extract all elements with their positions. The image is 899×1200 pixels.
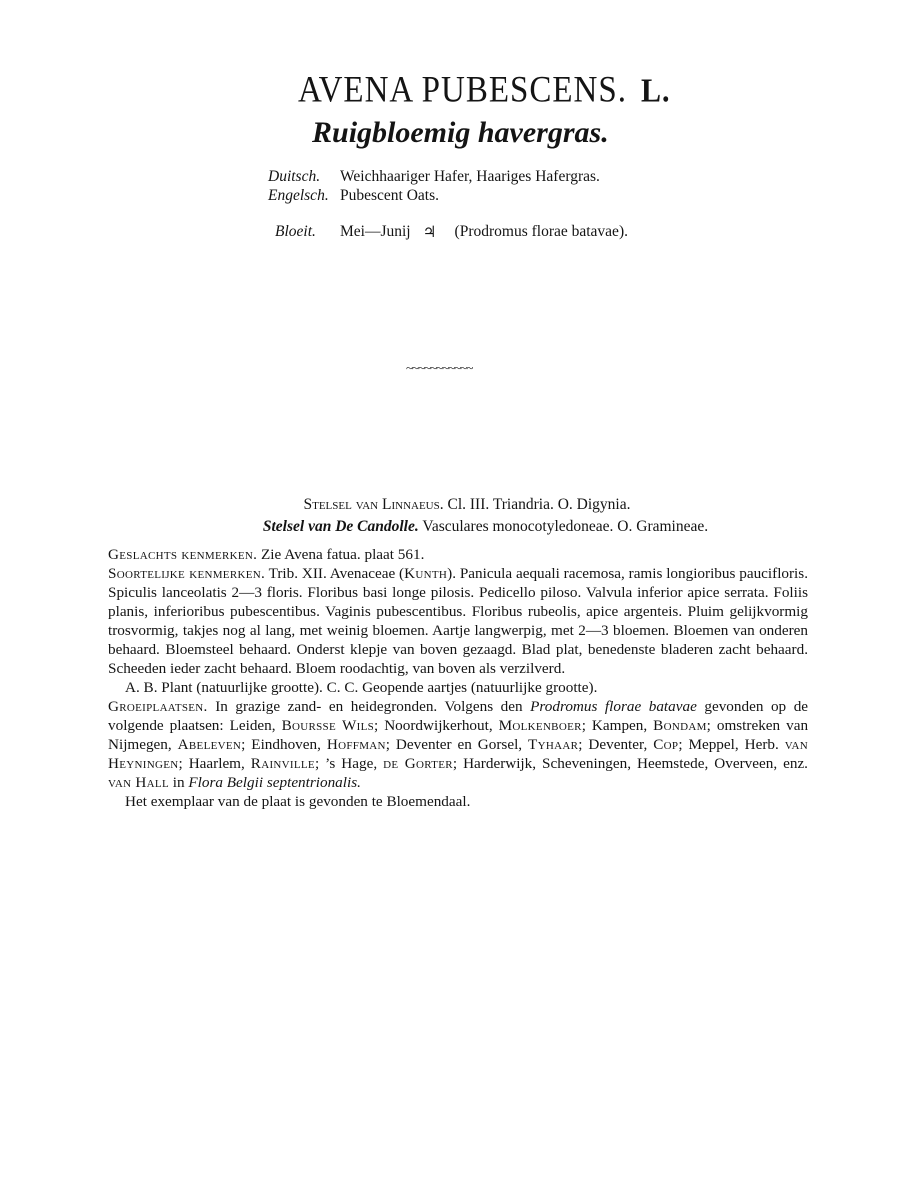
habitats-text: ; Meppel, Herb. xyxy=(678,736,779,753)
collector-name: Boursse Wils xyxy=(281,717,375,734)
description-body xyxy=(108,545,808,811)
work-title: Flora Belgii septentrionalis. xyxy=(188,774,361,791)
flowering-row xyxy=(275,223,628,242)
species-author: L. xyxy=(640,72,671,110)
candolle-value: Vasculares monocotyledoneae. O. Gramineae. xyxy=(422,518,709,535)
habitats-label: Groeiplaatsen. xyxy=(108,698,208,715)
flowering-label: Bloeit. xyxy=(275,223,316,240)
english-name: Pubescent Oats. xyxy=(340,187,440,204)
habitats-text: ; Noordwijkerhout, xyxy=(374,717,493,734)
wave-ornament: ~~~~~~~~~~~ xyxy=(406,360,473,375)
species-title xyxy=(298,70,671,111)
linnaeus-label: Stelsel van Linnaeus. xyxy=(303,496,444,513)
species-latin-name: AVENA PUBESCENS. xyxy=(298,70,627,111)
specimen-note: Het exemplaar van de plaat is gevonden te Bloemendaal. xyxy=(125,793,471,810)
figure-legend: A. B. Plant (natuurlijke grootte). C. C. Geopende aartjes (natuurlijke grootte). xyxy=(125,679,598,696)
species-char-text: ). Panicula aequali racemosa, ramis longioribus paucifloris. Spiculis lanceolatis 2—3 floris. Floribus basi longe pilosis. Pedicello piloso. Valvula inferior apice serrata. Foliis planis, inferioribus pubescentibus. Vaginis pubescentibus. Floribus rubeolis, apice argenteis. Pluim gelijkvormig trosvormig, takjes nog al lang, met weinig bloemen. Aartje langwerpig, met 2—3 bloemen. Bloemen van onderen behaard. Bloemsteel behaard. Onderst klepje van boven gezaagd. Blad plat, benedenste bladeren zacht behaard. Scheeden ieder zacht behaard. Bloem roodachtig, van boven als verzilverd. xyxy=(108,565,808,677)
collector-name: Tyhaar xyxy=(528,736,579,753)
habitats-text: ; Haarlem, xyxy=(178,755,245,772)
perennial-symbol-icon: ♃ xyxy=(422,224,437,241)
species-char-text: Trib. XII. Avenaceae ( xyxy=(268,565,405,582)
german-name: Weichhaariger Hafer, Haariges Hafergras. xyxy=(340,168,600,185)
flowering-period: Mei—Junij xyxy=(340,223,411,240)
linnaeus-value: Cl. III. Triandria. O. Digynia. xyxy=(447,496,631,513)
habitats-text: ; Harderwijk, Scheveningen, Heemstede, Overveen, enz. xyxy=(452,755,808,772)
german-name-row xyxy=(268,167,600,186)
collector-name: van Heyningen xyxy=(108,736,809,772)
habitats xyxy=(108,697,808,792)
species-dutch-name: Ruigbloemig havergras. xyxy=(312,116,609,149)
species-char-label: Soortelijke kenmerken. xyxy=(108,565,266,582)
habitats-text: ; omstreken van Nijmegen, xyxy=(108,717,809,753)
work-title: Prodromus florae batavae xyxy=(530,698,697,715)
genus-characters xyxy=(108,545,808,564)
collector-name: Abeleven xyxy=(177,736,242,753)
collector-name: Cop xyxy=(653,736,679,753)
collector-name: Molkenboer xyxy=(498,717,582,734)
author-kunth: Kunth xyxy=(404,565,448,582)
collector-name: Rainville xyxy=(250,755,315,772)
english-name-row xyxy=(268,186,600,205)
german-label: Duitsch. xyxy=(268,168,321,185)
habitats-text: in xyxy=(172,774,185,791)
habitats-text: ; Deventer, xyxy=(578,736,648,753)
candolle-label: Stelsel van De Candolle. xyxy=(262,518,419,535)
species-characters xyxy=(108,564,808,678)
collector-name: van Hall xyxy=(108,774,169,791)
habitats-text: ; Kampen, xyxy=(581,717,648,734)
linnaeus-system xyxy=(0,496,899,514)
vernacular-names xyxy=(268,167,600,205)
collector-name: Bondam xyxy=(653,717,707,734)
habitats-text: gevonden op de volgende plaatsen: Leiden, xyxy=(108,698,809,734)
collector-name: Hoffman xyxy=(326,736,386,753)
candolle-system xyxy=(0,518,899,536)
habitats-text: ; ’s Hage, xyxy=(314,755,378,772)
genus-text: Zie Avena fatua. plaat 561. xyxy=(261,546,425,563)
english-label: Engelsch. xyxy=(268,187,329,204)
genus-label: Geslachts kenmerken. xyxy=(108,546,258,563)
habitats-text: ; Eindhoven, xyxy=(241,736,321,753)
habitats-text: In grazige zand- en heidegronden. Volgens den xyxy=(215,698,523,715)
habitats-text: ; Deventer en Gorsel, xyxy=(385,736,523,753)
flowering-reference: (Prodromus florae batavae). xyxy=(454,223,628,240)
collector-name: de Gorter xyxy=(383,755,453,772)
